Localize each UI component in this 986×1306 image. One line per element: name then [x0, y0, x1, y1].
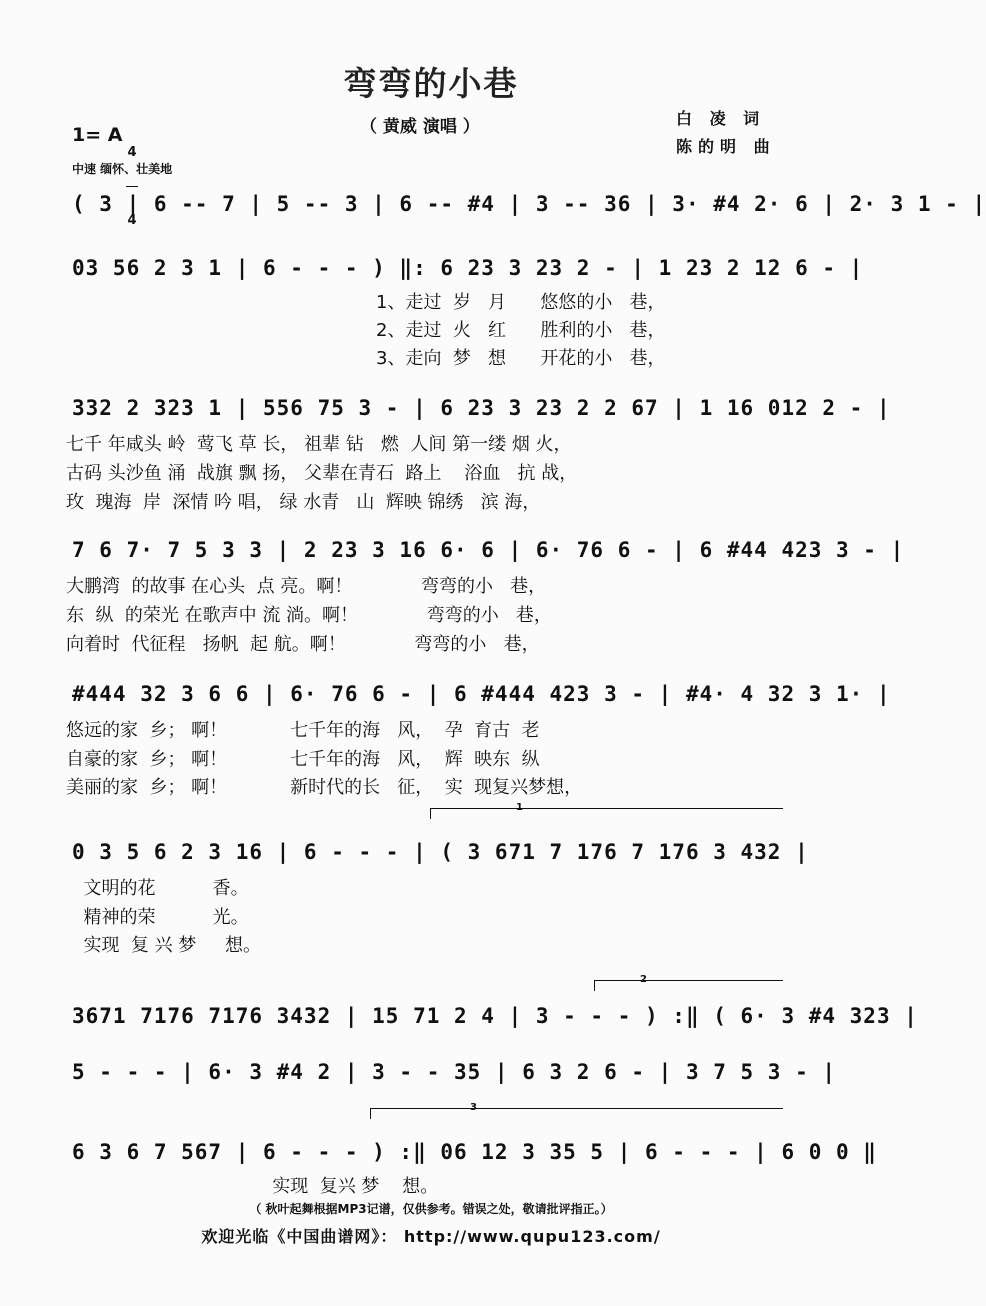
lyric-line: 悠远的家 乡； 啊！ 七千年的海 风， 孕 育古 老 — [66, 720, 540, 741]
score-system-5: #444 32 3 6 6 | 6· 76 6 - | 6 #444 423 3 - | #4· 4 32 3 1· | — [72, 682, 891, 706]
lyric-line: 实现 复 兴 梦 想。 — [72, 935, 261, 956]
volta-bracket — [370, 1108, 783, 1119]
score-system-6: 0 3 5 6 2 3 16 | 6 - - - | ( 3 671 7 176 7 176 3 432 | — [72, 840, 809, 864]
score-system-8: 5 - - - | 6· 3 #4 2 | 3 - - 35 | 6 3 2 6 - | 3 7 5 3 - | — [72, 1060, 837, 1084]
lyric-line: 向着时 代征程 扬帆 起 航。啊！ 弯弯的小 巷， — [66, 634, 540, 655]
lyric-line: 古码 头沙鱼 涌 战旗 飘 扬， 父辈在青石 路上 浴血 抗 战， — [66, 463, 578, 484]
lyricist: 白 凌 词 — [676, 109, 766, 128]
key-signature: 1= A — [72, 124, 123, 146]
singer: （ 黄威 演唱 ） — [360, 117, 480, 137]
volta-label: 2 — [640, 974, 647, 985]
lyric-line: 1、走过 岁 月 悠悠的小 巷， — [376, 292, 666, 313]
score-system-1: ( 3 | 6 -- 7 | 5 -- 3 | 6 -- #4 | 3 -- 36 | 3· #4 2· 6 | 2· 3 1 - | — [72, 192, 986, 216]
volta-bracket — [430, 808, 783, 819]
lyric-line: 自豪的家 乡； 啊！ 七千年的海 风， 辉 映东 纵 — [66, 749, 540, 770]
lyric-line: 文明的花 香。 — [72, 878, 249, 899]
volta-label: 1 — [516, 802, 523, 813]
lyric-line: 2、走过 火 红 胜利的小 巷， — [376, 320, 666, 341]
score-system-2: 03 56 2 3 1 | 6 - - - ) ‖: 6 23 3 23 2 - | 1 23 2 12 6 - | — [72, 256, 864, 280]
lyric-line: 精神的荣 光。 — [72, 907, 249, 928]
time-top: 4 — [127, 145, 137, 160]
page-title: 弯弯的小巷 — [343, 64, 519, 103]
lyric-line: 美丽的家 乡； 啊！ 新时代的长 征， 实 现复兴梦想， — [66, 777, 583, 798]
score-system-3: 332 2 323 1 | 556 75 3 - | 6 23 3 23 2 2 67 | 1 16 012 2 - | — [72, 396, 891, 420]
time-bottom: 4 — [127, 213, 137, 228]
score-system-9: 6 3 6 7 567 | 6 - - - ) :‖ 06 12 3 35 5 | 6 - - - | 6 0 0 ‖ — [72, 1140, 877, 1164]
lyric-line: 3、走向 梦 想 开花的小 巷， — [376, 348, 666, 369]
composer: 陈的明 曲 — [676, 137, 776, 156]
site-footer: 欢迎光临《中国曲谱网》： http://www.qupu123.com/ — [201, 1227, 661, 1246]
lyric-line: 东 纵 的荣光 在歌声中 流 淌。啊！ 弯弯的小 巷， — [66, 605, 552, 626]
transcription-note: （ 秋叶起舞根据MP3记谱，仅供参考。错误之处，敬请批评指正。） — [249, 1202, 613, 1216]
score-system-7: 3671 7176 7176 3432 | 15 71 2 4 | 3 - - - ) :‖ ( 6· 3 #4 323 | — [72, 1004, 918, 1028]
time-signature — [126, 120, 138, 240]
lyric-line: 大鹏湾 的故事 在心头 点 亮。啊！ 弯弯的小 巷， — [66, 576, 547, 597]
lyric-line: 七千 年咸头 岭 莺飞 草 长， 祖辈 钻 燃 人间 第一缕 烟 火， — [66, 434, 572, 455]
lyric-line: 玫 瑰海 岸 深情 吟 唱， 绿 水青 山 辉映 锦绣 滨 海， — [66, 492, 541, 513]
tempo-marking: 中速 缅怀、壮美地 — [72, 162, 173, 176]
volta-bracket — [594, 980, 783, 991]
volta-label: 3 — [470, 1102, 477, 1113]
lyric-line: 实现 复兴 梦 想。 — [72, 1176, 439, 1197]
score-system-4: 7 6 7· 7 5 3 3 | 2 23 3 16 6· 6 | 6· 76 6 - | 6 #44 423 3 - | — [72, 538, 905, 562]
